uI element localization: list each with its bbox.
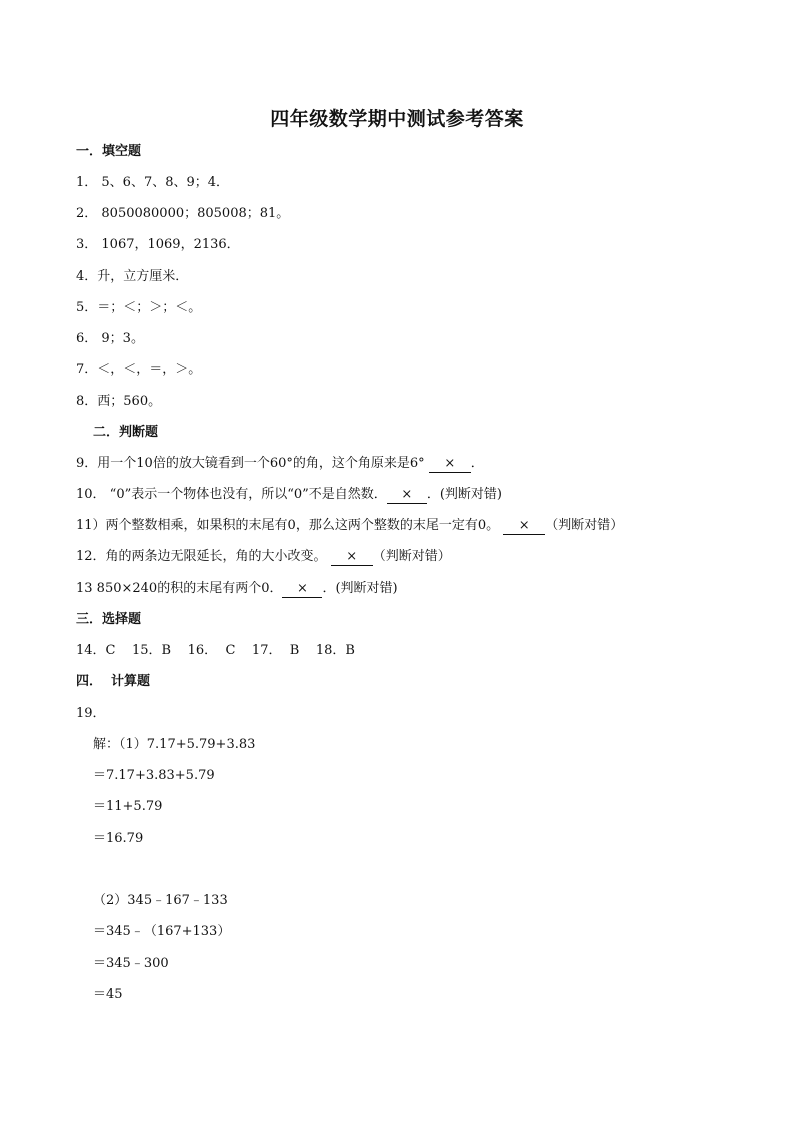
calc-line: ＝345﹣（167+133） — [93, 924, 231, 939]
judge-item-11 — [76, 517, 623, 535]
calc-line: ＝11+5.79 — [93, 799, 163, 814]
answer-blank: × — [503, 518, 545, 535]
calc-line: ＝7.17+3.83+5.79 — [93, 768, 215, 783]
judge-item-suffix: ．(判断对错) — [426, 487, 502, 502]
judge-item-text: 11）两个整数相乘，如果积的末尾有0，那么这两个整数的末尾一定有0。 — [76, 518, 504, 533]
fill-answer-1: 1． 5、6、7、8、9；4． — [76, 175, 230, 190]
calc-line: ＝45 — [93, 987, 123, 1002]
judge-item-text: 13 850×240的积的末尾有两个0． — [76, 581, 283, 596]
section-heading-choice: 三．选择题 — [76, 612, 142, 627]
judge-item-text: 12．角的两条边无限延长，角的大小改变。 — [76, 549, 331, 564]
calc-line: ＝345﹣300 — [93, 956, 169, 971]
fill-answer-2: 2． 8050080000；805008；81。 — [76, 206, 290, 221]
calc-question-number: 19． — [76, 706, 106, 721]
judge-item-suffix: （判断对错） — [372, 549, 451, 564]
fill-answer-4: 4．升，立方厘米． — [76, 269, 189, 284]
fill-answer-3: 3． 1067，1069，2136． — [76, 237, 240, 252]
fill-answer-7: 7．＜，＜，＝，＞。 — [76, 362, 202, 377]
answer-blank: × — [282, 581, 322, 598]
calc-line: ＝16.79 — [93, 831, 144, 846]
section-heading-fill: 一．填空题 — [76, 144, 142, 159]
answer-blank: × — [331, 549, 373, 566]
fill-answer-8: 8．西；560。 — [76, 394, 162, 409]
answer-blank: × — [387, 487, 427, 504]
judge-item-text: 10． “0”表示一个物体也没有，所以“0”不是自然数． — [76, 487, 387, 502]
judge-item-text: 9．用一个10倍的放大镜看到一个60°的角，这个角原来是6° — [76, 456, 429, 471]
section-heading-judge: 二．判断题 — [93, 425, 159, 440]
choice-answers: 14．C 15．B 16． C 17． B 18．B — [76, 643, 355, 658]
judge-item-suffix: （判断对错） — [545, 518, 624, 533]
fill-answer-5: 5．＝；＜；＞；＜。 — [76, 300, 202, 315]
section-heading-calc: 四． 计算题 — [76, 674, 151, 689]
judge-item-suffix: ．(判断对错) — [322, 581, 398, 596]
judge-item-13 — [76, 580, 398, 598]
page-title: 四年级数学期中测试参考答案 — [270, 108, 524, 130]
calc-line: （2）345﹣167﹣133 — [93, 893, 228, 908]
judge-item-9 — [76, 455, 484, 473]
answer-blank: × — [429, 456, 471, 473]
judge-item-suffix: ． — [470, 456, 484, 471]
judge-item-12 — [76, 548, 451, 566]
calc-line: 解：（1）7.17+5.79+3.83 — [93, 737, 256, 752]
judge-item-10 — [76, 486, 502, 504]
fill-answer-6: 6． 9；3。 — [76, 331, 144, 346]
